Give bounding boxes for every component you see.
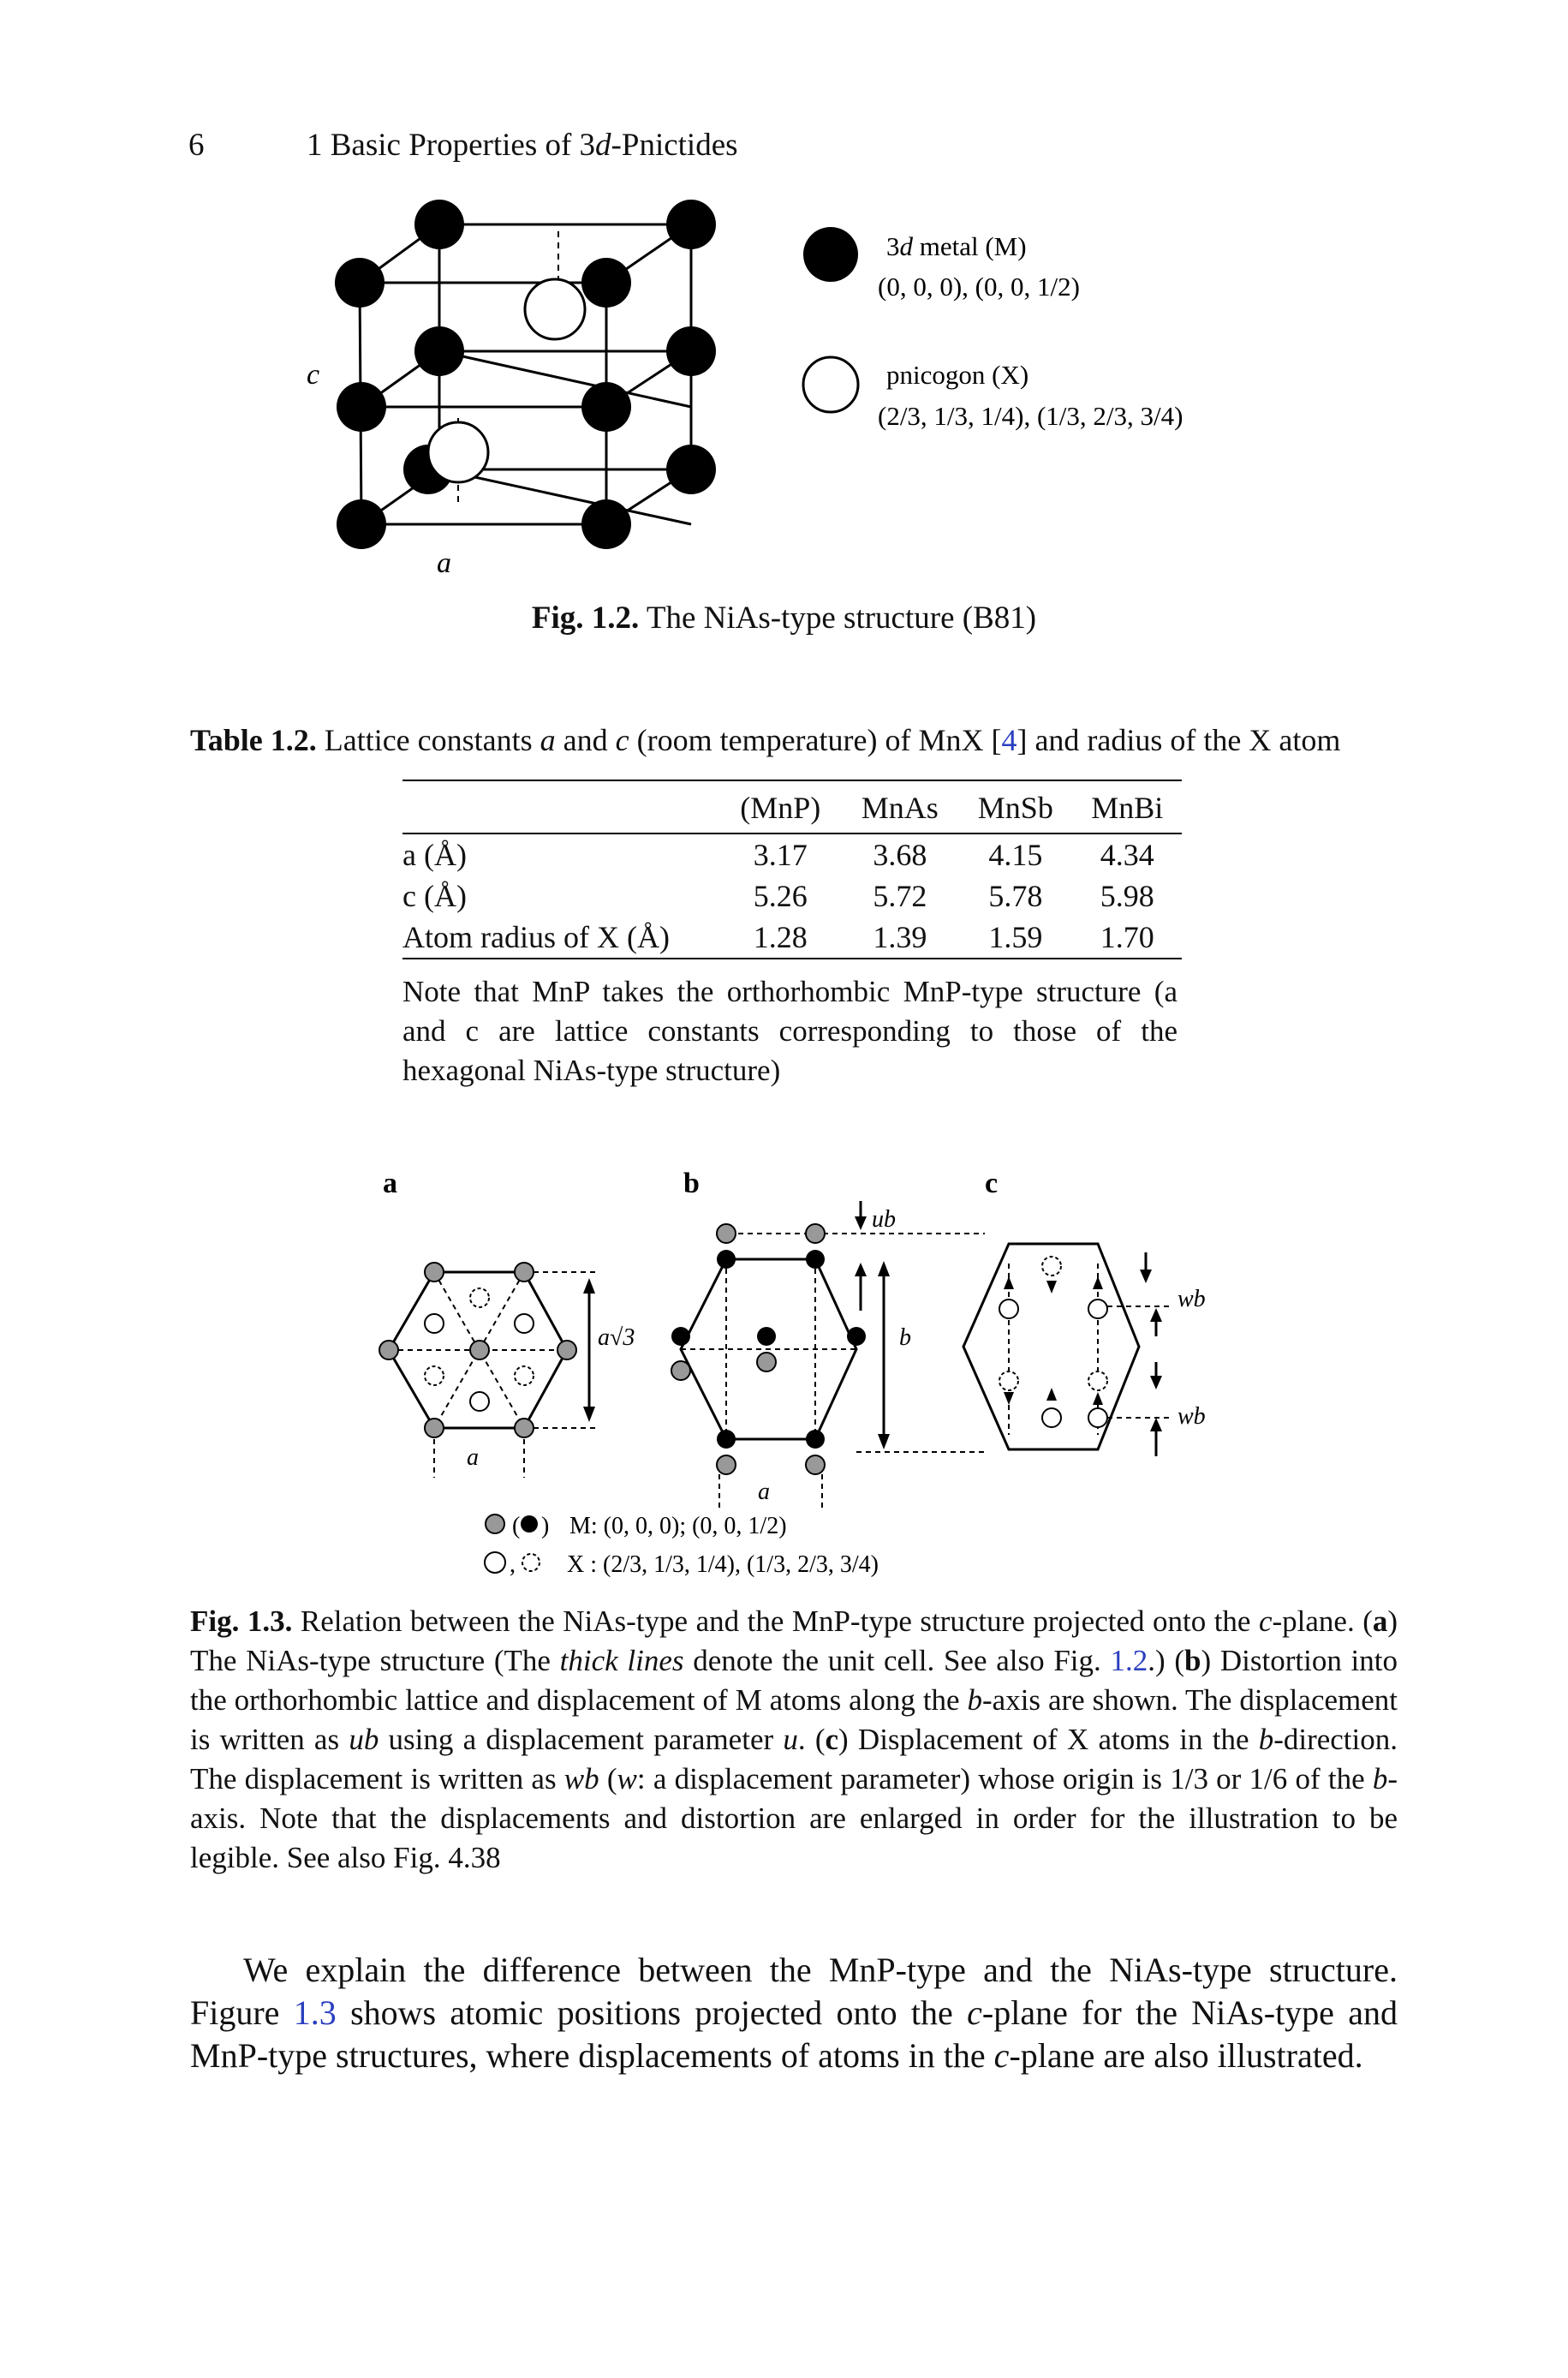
legend-X: X : (2/3, 1/3, 1/4), (1/3, 2/3, 3/4) [567,1551,879,1578]
cell: 4.15 [988,838,1043,872]
cell: 1.70 [1100,920,1154,954]
figure-1-3-caption: Fig. 1.3. Relation between the NiAs-type and the MnP-type structure projected onto the c-plane. (a) The NiAs-type structure (The thick lines denote the unit cell. See also Fig. 1.2.) (b) Distortion into the orthorhombic lattice and displacement of M atoms along the b-axis are shown. The displacement is written as ub using a displacement parameter u. (c) Displacement of X atoms in the b-direction. The displacement is written as wb (w: a displacement parameter) whose origin is 1/3 or 1/6 of the b-axis. Note that the displacements and distortion are enlarged in order for the illustration to be legible. See also Fig. 4.38 [190,1604,1398,1874]
cell: 5.78 [988,879,1043,913]
header-cell: MnSb [977,791,1053,825]
figure-1-2-caption [0,600,1568,636]
header-cell: MnBi [1091,791,1164,825]
legend-M: M: (0, 0, 0); (0, 0, 1/2) [569,1513,787,1539]
cell: 3.68 [873,838,927,872]
row-label: Atom radius of X (Å) [402,920,670,954]
panel-a-label-a: a [467,1444,479,1471]
legend-metal-marker [803,227,858,282]
table-note: Note that MnP takes the orthorhombic MnP-type structure (a and c are lattice constants corresponding to those of the hexagonal NiAs-type structure) [402,975,1177,1087]
figure-1-2-niAs-structure [0,188,1568,591]
label-a: a [437,547,451,579]
body-paragraph: We explain the difference between the MnP-type and the NiAs-type structure. Figure 1.3 shows atomic positions projected onto the c-plane for the NiAs-type and MnP-type structures, where displacements of atoms in the c-plane are also illustrated. [190,1951,1398,2075]
label-wb-lower: wb [1177,1403,1206,1430]
row-label: c (Å) [402,879,467,913]
label-c: c [307,359,320,391]
panel-c-label: c [985,1168,999,1199]
figure-1-3-projections [0,1156,1568,1589]
header-cell: MnAs [861,791,939,825]
caption-label: Fig. 1.3. [190,1604,293,1638]
cell: 5.72 [873,879,927,913]
label-b: b [899,1324,911,1351]
table-caption-label: Table 1.2. [190,723,317,757]
panel-a-label: a [383,1168,397,1199]
cell: 4.34 [1100,838,1154,872]
lattice-constants-table [402,780,1182,959]
svg-text:,: , [510,1551,516,1578]
page-number: 6 [188,128,205,163]
panel-b-distorted [671,1201,985,1508]
cell: 5.98 [1100,879,1154,913]
label-a-sqrt3: a√3 [598,1324,635,1351]
label-wb-upper: wb [1177,1286,1206,1312]
panel-b-label-a: a [758,1479,770,1505]
panel-b-label: b [683,1168,700,1199]
cell: 5.26 [753,879,808,913]
caption-label: Fig. 1.2. [531,600,640,636]
table-header-row [402,780,1182,833]
header-cell [402,780,719,833]
caption-text: The NiAs-type structure (B81) [639,600,1037,636]
header-cell: (MnP) [740,791,821,825]
cell: 3.17 [753,838,808,872]
svg-text:(: ( [512,1513,521,1539]
table-row [402,917,1182,959]
row-label: a (Å) [402,838,467,872]
panel-c-x-displacement [963,1244,1206,1456]
label-ub: ub [872,1206,896,1233]
legend-metal-name: 3d metal (M) [886,231,1027,261]
table-row [402,875,1182,917]
table-row [402,833,1182,875]
svg-text:): ) [541,1513,550,1539]
figure-1-3-legend [485,1513,879,1578]
table-1-2-caption: Table 1.2. Lattice constants a and c (room temperature) of MnX [4] and radius of the X atom [190,723,1341,757]
cell: 1.28 [753,920,808,954]
panel-a-hexagon [379,1263,635,1478]
legend-pnicogen-marker [803,357,858,412]
legend-pnicogen-name: pnicogon (X) [886,360,1029,390]
legend-metal-coords: (0, 0, 0), (0, 0, 1/2) [878,272,1080,302]
legend-pnicogen-coords: (2/3, 1/3, 1/4), (1/3, 2/3, 3/4) [878,401,1183,431]
chapter-title: 1 Basic Properties of 3d-Pnictides [307,128,738,163]
cell: 1.39 [873,920,927,954]
cell: 1.59 [988,920,1043,954]
